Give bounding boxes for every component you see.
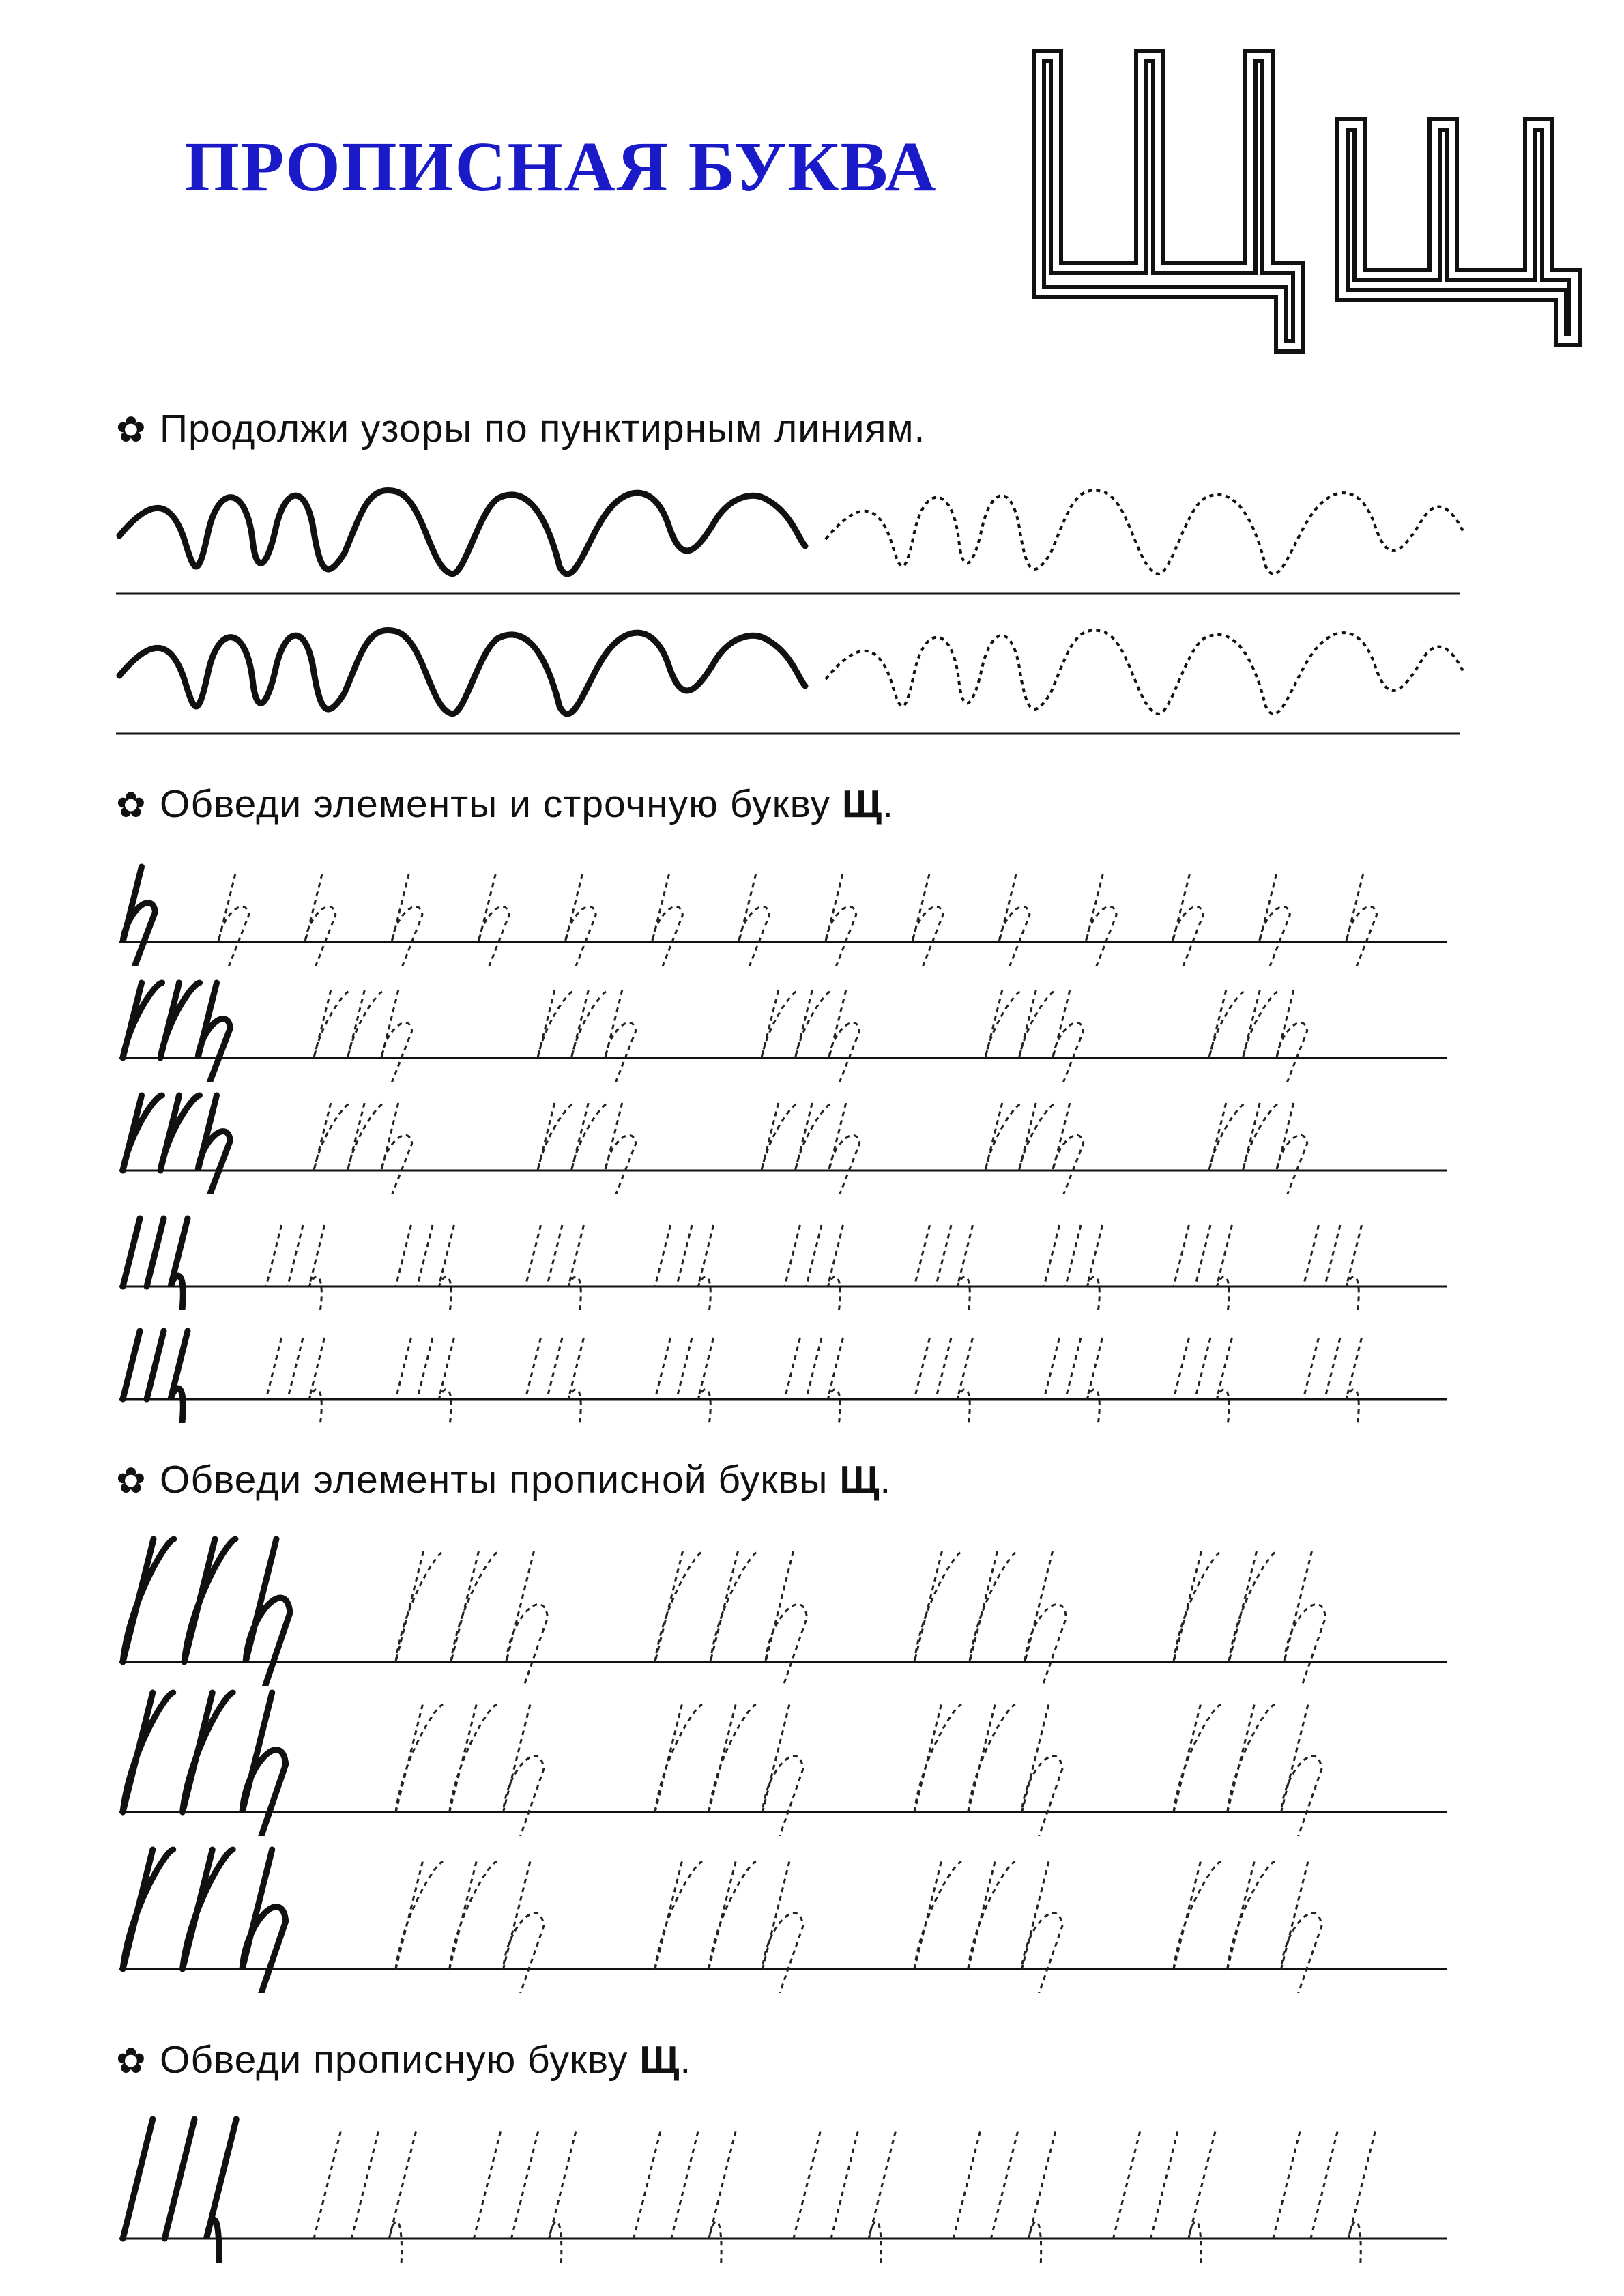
trace-glyph — [566, 874, 596, 966]
sample-glyph — [123, 1850, 173, 1969]
lowercase-row-4 — [109, 1208, 1474, 1310]
trace-glyph — [1113, 2132, 1215, 2263]
trace-glyph — [266, 1338, 325, 1423]
trace-glyph — [968, 1705, 1015, 1813]
task-2-letter: Щ — [841, 782, 883, 826]
trace-glyph — [655, 1862, 702, 1970]
trace-glyph — [1303, 1225, 1362, 1310]
trace-glyph — [538, 990, 575, 1058]
trace-glyph — [1228, 1862, 1275, 1970]
task-1-instruction — [116, 406, 925, 451]
trace-glyph — [762, 1103, 799, 1171]
sample-glyph — [123, 983, 162, 1058]
trace-glyph — [796, 990, 833, 1058]
trace-glyph — [1243, 1103, 1281, 1171]
sample-glyph — [242, 1850, 286, 1993]
wave-pattern-row-2 — [109, 611, 1474, 747]
trace-glyph — [1019, 990, 1057, 1058]
trace-glyph — [1019, 1103, 1057, 1171]
trace-glyph — [912, 874, 943, 966]
sample-glyph — [160, 983, 200, 1058]
trace-glyph — [1053, 990, 1084, 1082]
trace-glyph — [968, 1862, 1015, 1970]
trace-glyph — [348, 990, 386, 1058]
flower-bullet-icon: ✿ — [116, 410, 147, 450]
sample-glyph — [123, 1095, 162, 1171]
trace-glyph — [396, 1705, 443, 1813]
trace-glyph — [914, 1225, 973, 1310]
sample-glyph — [160, 1095, 200, 1171]
task-4-letter: Щ — [639, 2038, 680, 2082]
trace-glyph — [763, 1862, 803, 1994]
trace-glyph — [785, 1338, 843, 1423]
sample-glyph — [246, 1539, 290, 1686]
trace-glyph — [1174, 1551, 1222, 1662]
trace-glyph — [1174, 1338, 1232, 1423]
trace-glyph — [953, 2132, 1056, 2263]
trace-glyph — [1086, 874, 1116, 966]
trace-glyph — [766, 1551, 807, 1686]
outlined-letters-icon — [1020, 38, 1593, 365]
uppercase-element-row-3 — [109, 1843, 1474, 1993]
task-2-instruction: ✿ Обведи элементы и строчную букву Щ. — [116, 782, 894, 826]
wave-pattern-row-1 — [109, 471, 1474, 607]
trace-glyph — [914, 1551, 963, 1662]
trace-glyph — [450, 1862, 497, 1970]
trace-glyph — [655, 1705, 702, 1813]
trace-glyph — [914, 1338, 973, 1423]
sample-glyph — [242, 1693, 286, 1836]
lowercase-row-5 — [109, 1321, 1474, 1423]
sample-glyph — [183, 1693, 233, 1812]
trace-glyph — [985, 990, 1023, 1058]
trace-glyph — [914, 1705, 961, 1813]
trace-glyph — [1281, 1862, 1322, 1994]
trace-glyph — [396, 1225, 454, 1310]
trace-glyph — [474, 2132, 576, 2263]
trace-glyph — [396, 1551, 444, 1662]
trace-glyph — [970, 1551, 1018, 1662]
trace-glyph — [985, 1103, 1023, 1171]
trace-glyph — [478, 874, 509, 966]
trace-glyph — [1174, 1705, 1221, 1813]
sample-glyph — [184, 1539, 235, 1662]
trace-glyph — [1303, 1338, 1362, 1423]
sample-glyph — [198, 1095, 231, 1194]
trace-glyph — [796, 1103, 833, 1171]
trace-glyph — [1044, 1225, 1103, 1310]
trace-glyph — [1022, 1705, 1062, 1837]
trace-glyph — [1243, 990, 1281, 1058]
page-title: ПРОПИСНАЯ БУКВА — [184, 128, 938, 206]
trace-glyph — [1260, 874, 1290, 966]
trace-glyph — [1044, 1338, 1103, 1423]
trace-glyph — [794, 2132, 896, 2263]
task-3-letter: Щ — [839, 1458, 880, 1502]
lowercase-row-3 — [109, 1089, 1474, 1194]
trace-glyph — [392, 874, 422, 966]
sample-glyph — [123, 1331, 188, 1423]
trace-glyph — [506, 1551, 548, 1686]
sample-glyph — [123, 1218, 188, 1310]
trace-glyph — [1284, 1551, 1326, 1686]
trace-glyph — [1209, 990, 1247, 1058]
task-1-text: Продолжи узоры по пунктирным линиям. — [160, 407, 926, 450]
trace-glyph — [1277, 990, 1307, 1082]
sample-glyph — [123, 1539, 174, 1662]
trace-glyph — [538, 1103, 575, 1171]
trace-glyph — [572, 990, 609, 1058]
trace-glyph — [1281, 1705, 1322, 1837]
trace-glyph — [525, 1338, 584, 1423]
trace-glyph — [504, 1705, 544, 1837]
uppercase-element-row-1 — [109, 1529, 1474, 1686]
trace-glyph — [826, 874, 856, 966]
flower-bullet-icon: ✿ — [116, 1461, 147, 1501]
lowercase-row-1 — [109, 863, 1474, 966]
sample-glyph — [123, 1693, 173, 1812]
sample-glyph — [183, 1850, 233, 1969]
trace-glyph — [314, 1103, 351, 1171]
trace-glyph — [1173, 874, 1204, 966]
trace-glyph — [1053, 1103, 1084, 1194]
sample-glyph — [123, 2119, 236, 2263]
flower-bullet-icon: ✿ — [116, 2041, 147, 2081]
trace-glyph — [314, 990, 351, 1058]
trace-glyph — [1025, 1551, 1067, 1686]
trace-glyph — [763, 1705, 803, 1837]
trace-glyph — [1273, 2132, 1376, 2263]
uppercase-letter-row — [109, 2106, 1474, 2263]
trace-glyph — [381, 990, 412, 1082]
trace-glyph — [605, 990, 636, 1082]
trace-glyph — [652, 874, 683, 966]
sample-glyph — [123, 867, 156, 966]
trace-glyph — [1228, 1705, 1275, 1813]
trace-glyph — [709, 1705, 756, 1813]
trace-glyph — [1174, 1225, 1232, 1310]
trace-glyph — [572, 1103, 609, 1171]
trace-glyph — [1022, 1862, 1062, 1994]
trace-glyph — [348, 1103, 386, 1171]
task-4-instruction: ✿ Обведи прописную букву Щ. — [116, 2038, 692, 2082]
task-2-text: Обведи элементы и строчную букву — [160, 782, 842, 826]
trace-glyph — [396, 1338, 454, 1423]
trace-glyph — [266, 1225, 325, 1310]
trace-glyph — [829, 1103, 860, 1194]
trace-glyph — [999, 874, 1030, 966]
trace-glyph — [710, 1551, 759, 1662]
trace-glyph — [914, 1862, 961, 1970]
trace-glyph — [381, 1103, 412, 1194]
trace-glyph — [396, 1862, 443, 1970]
trace-glyph — [739, 874, 770, 966]
trace-glyph — [655, 1225, 714, 1310]
uppercase-element-row-2 — [109, 1686, 1474, 1836]
trace-glyph — [1209, 1103, 1247, 1171]
trace-glyph — [1277, 1103, 1307, 1194]
trace-glyph — [218, 874, 249, 966]
trace-glyph — [1174, 1862, 1221, 1970]
trace-glyph — [525, 1225, 584, 1310]
trace-glyph — [634, 2132, 736, 2263]
trace-glyph — [450, 1705, 497, 1813]
trace-glyph — [504, 1862, 544, 1994]
trace-glyph — [451, 1551, 499, 1662]
trace-glyph — [655, 1551, 704, 1662]
trace-glyph — [1346, 874, 1377, 966]
trace-glyph — [785, 1225, 843, 1310]
trace-glyph — [655, 1338, 714, 1423]
lowercase-row-2 — [109, 976, 1474, 1082]
trace-glyph — [829, 990, 860, 1082]
trace-glyph — [314, 2132, 416, 2263]
sample-glyph — [198, 983, 231, 1082]
trace-glyph — [305, 874, 336, 966]
trace-glyph — [709, 1862, 756, 1970]
task-3-text: Обведи элементы прописной буквы — [160, 1458, 840, 1502]
task-3-instruction: ✿ Обведи элементы прописной буквы Щ. — [116, 1458, 892, 1502]
flower-bullet-icon: ✿ — [116, 786, 147, 825]
task-4-text: Обведи прописную букву — [160, 2038, 640, 2082]
trace-glyph — [762, 990, 799, 1058]
trace-glyph — [605, 1103, 636, 1194]
trace-glyph — [1229, 1551, 1277, 1662]
